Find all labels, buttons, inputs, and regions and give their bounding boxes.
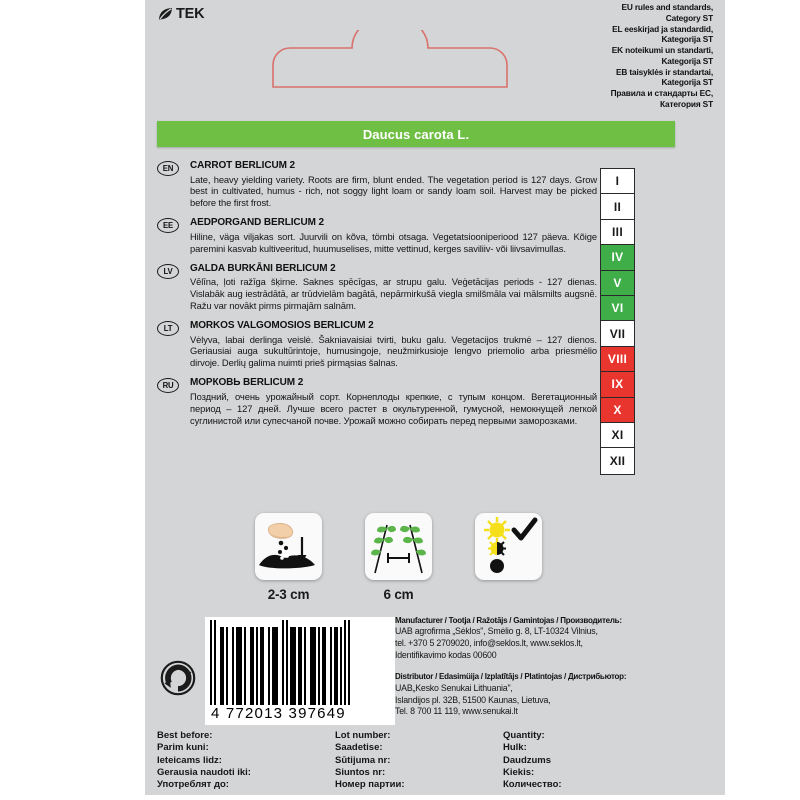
sun-exposure-icon — [475, 513, 542, 580]
calendar-month-11: XI — [601, 423, 634, 448]
pictogram-sun-exposure — [475, 513, 542, 587]
variety-title-en: CARROT BERLICUM 2 — [190, 160, 295, 171]
variety-body-lv: Vēlīna, ļoti ražīga šķirne. Saknes spēcīgas, ar strupu galu. Veģetācijas periods - 127 dienas. Vislabāk aug iestrādātā, ar trūdvielām bagātā, nepārmirkušā viegla smilšmāla vai mālsmilts augsnē. Ražu var novākt pirms pirmajām salnām. — [190, 276, 597, 312]
hanger-cutout-outline — [270, 30, 510, 90]
species-name: Daucus carota L. — [362, 126, 470, 142]
best-before-label: Gerausia naudoti iki: — [157, 767, 251, 779]
variety-title-lv: GALDA BURKĀNI BERLICUM 2 — [190, 262, 336, 274]
lot-number-label: Sūtijuma nr: — [335, 754, 391, 766]
calendar-month-10: X — [601, 398, 634, 423]
calendar-month-2: II — [601, 194, 634, 219]
lot-number-label: Lot number: — [335, 730, 391, 741]
lot-number-label: Saadetise: — [335, 742, 383, 754]
calendar-month-6: VI — [601, 296, 634, 321]
best-before-label: Best before: — [157, 730, 213, 741]
lot-number-label: Номер партии: — [335, 779, 405, 791]
description-area — [157, 160, 597, 435]
language-block-ru — [157, 377, 597, 426]
distributor-line: UAB„Kesko Senukai Lithuania", — [395, 682, 513, 693]
lang-badge-lv: LV — [157, 264, 179, 279]
pictogram-plant-spacing — [365, 513, 432, 602]
species-title-bar — [157, 121, 675, 147]
calendar-month-9: IX — [601, 372, 634, 397]
calendar-month-12: XII — [601, 448, 634, 473]
variety-body-en: Late, heavy yielding variety. Roots are firm, blunt ended. The vegetation period is 127 days. Grow best in cultivated, humus - rich, not soggy light loam or sandy loam soil. Harvest may be picked before the first frost. — [190, 173, 597, 209]
leaf-icon — [157, 6, 174, 23]
variety-body-lt: Vėlyva, labai derlinga veislė. Šakniavaisiai tvirti, buku galu. Vegetacijos trukmė – 127 dienos. Geriausiai auga sukultūrintoje, humusingoje, neužmirkusioje lengvo priemolio arba priesmėlio dirvoje. Derlių galima nuimti prieš pirmąsias šalnas. — [190, 333, 597, 369]
eu-line: Kategorija ST — [661, 34, 713, 45]
eu-line: EK noteikumi un standarti, — [611, 45, 713, 56]
manufacturer-line: Identifikavimo kodas 00600 — [395, 649, 497, 660]
variety-body-ru: Поздний, очень урожайный сорт. Корнеплоды крепкие, с тупым концом. Вегетационный период – 127 дней. Лучше всего растет в окультуренной, гумусной, немокнущей легкой суглинистой или супесчаной почве. Урожай можно собирать перед первыми заморозками. — [190, 390, 597, 426]
plant-spacing-caption: 6 cm — [383, 587, 414, 602]
lang-badge-ru: RU — [157, 378, 179, 393]
best-before-label: Употреблят до: — [157, 779, 229, 791]
seed-packet — [145, 0, 725, 795]
sowing-depth-icon — [255, 513, 322, 580]
language-block-ee — [157, 217, 597, 254]
calendar-month-7: VII — [601, 321, 634, 346]
calendar-month-4: IV — [601, 245, 634, 270]
variety-title-ee: AEDPORGAND BERLICUM 2 — [190, 217, 325, 229]
lang-badge-en: EN — [157, 161, 179, 176]
quantity-label: Количество: — [503, 779, 562, 791]
address-block — [395, 616, 665, 718]
calendar-month-1: I — [601, 169, 634, 194]
calendar-month-8: VIII — [601, 347, 634, 372]
pictogram-sowing-depth — [255, 513, 322, 602]
best-before-column — [157, 730, 335, 792]
barcode-digits: 4 772013 397649 — [211, 705, 346, 722]
distributor-line: Islandijos pl. 32B, 51500 Kaunas, Lietuva, — [395, 694, 551, 705]
eu-line: Kategorija ST — [661, 77, 713, 88]
sowing-harvest-calendar — [600, 168, 635, 475]
best-before-label: Parim kuni: — [157, 742, 209, 754]
language-block-lv — [157, 263, 597, 312]
eu-line: Правила и стандарты ЕС, — [610, 88, 713, 99]
brand-name: TEK — [176, 6, 205, 23]
lot-number-label: Siuntos nr: — [335, 767, 386, 779]
calendar-month-3: III — [601, 220, 634, 245]
quantity-label: Quantity: — [503, 730, 545, 741]
barcode-bars — [210, 620, 390, 705]
green-dot-icon — [160, 660, 196, 696]
quantity-column — [503, 730, 671, 792]
variety-body-ee: Hiline, väga viljakas sort. Juurvili on kõva, tömbi otsaga. Vegetatsiooniperiood 127 päeva. Kõige paremini kasvab kultiveeritud, huumuselises, mitte vettinud, kerges saviliiv- või liivsavimullas. — [190, 230, 597, 254]
quantity-label: Kiekis: — [503, 767, 535, 779]
plant-spacing-icon — [365, 513, 432, 580]
lang-badge-lt: LT — [157, 321, 179, 336]
manufacturer-heading: Manufacturer / Tootja / Ražotājs / Gamintojas / Производитель: — [395, 616, 622, 625]
pictogram-row — [255, 513, 542, 602]
eu-line: EB taisyklės ir standartai, — [616, 66, 713, 77]
eu-line: Категория ST — [660, 99, 713, 110]
variety-title-lt: MORKOS VALGOMOSIOS BERLICUM 2 — [190, 320, 374, 331]
lang-badge-ee: EE — [157, 218, 179, 233]
quantity-label: Hulk: — [503, 742, 527, 754]
barcode — [205, 617, 395, 725]
lot-number-column — [335, 730, 503, 792]
best-before-label: Ieteicams lidz: — [157, 754, 222, 766]
eu-rules-block — [573, 2, 713, 110]
brand-logo — [157, 6, 204, 23]
sowing-depth-caption: 2-3 cm — [267, 587, 310, 602]
eu-line: EL eeskirjad ja standardid, — [612, 23, 713, 34]
calendar-month-5: V — [601, 271, 634, 296]
address-divider — [395, 661, 665, 672]
language-block-lt — [157, 320, 597, 369]
eu-line: Category ST — [665, 12, 713, 23]
eu-line: EU rules and standards, — [621, 2, 713, 12]
manufacturer-line: tel. +370 5 2709020, info@seklos.lt, www.seklos.lt, — [395, 638, 583, 649]
distributor-heading: Distributor / Edasimüija / Izplatītājs / Platintojas / Дистрибьютор: — [395, 672, 627, 682]
language-block-en — [157, 160, 597, 209]
distributor-line: Tel. 8 700 11 119, www.senukai.lt — [395, 706, 518, 717]
bottom-fields — [157, 730, 713, 792]
manufacturer-line: UAB agrofirma „Sėklos", Smėlio g. 8, LT-10324 Vilnius, — [395, 626, 598, 637]
eu-line: Kategorija ST — [661, 55, 713, 66]
quantity-label: Daudzums — [503, 754, 552, 766]
variety-title-ru: МОРКОВЬ BERLICUM 2 — [190, 377, 304, 389]
